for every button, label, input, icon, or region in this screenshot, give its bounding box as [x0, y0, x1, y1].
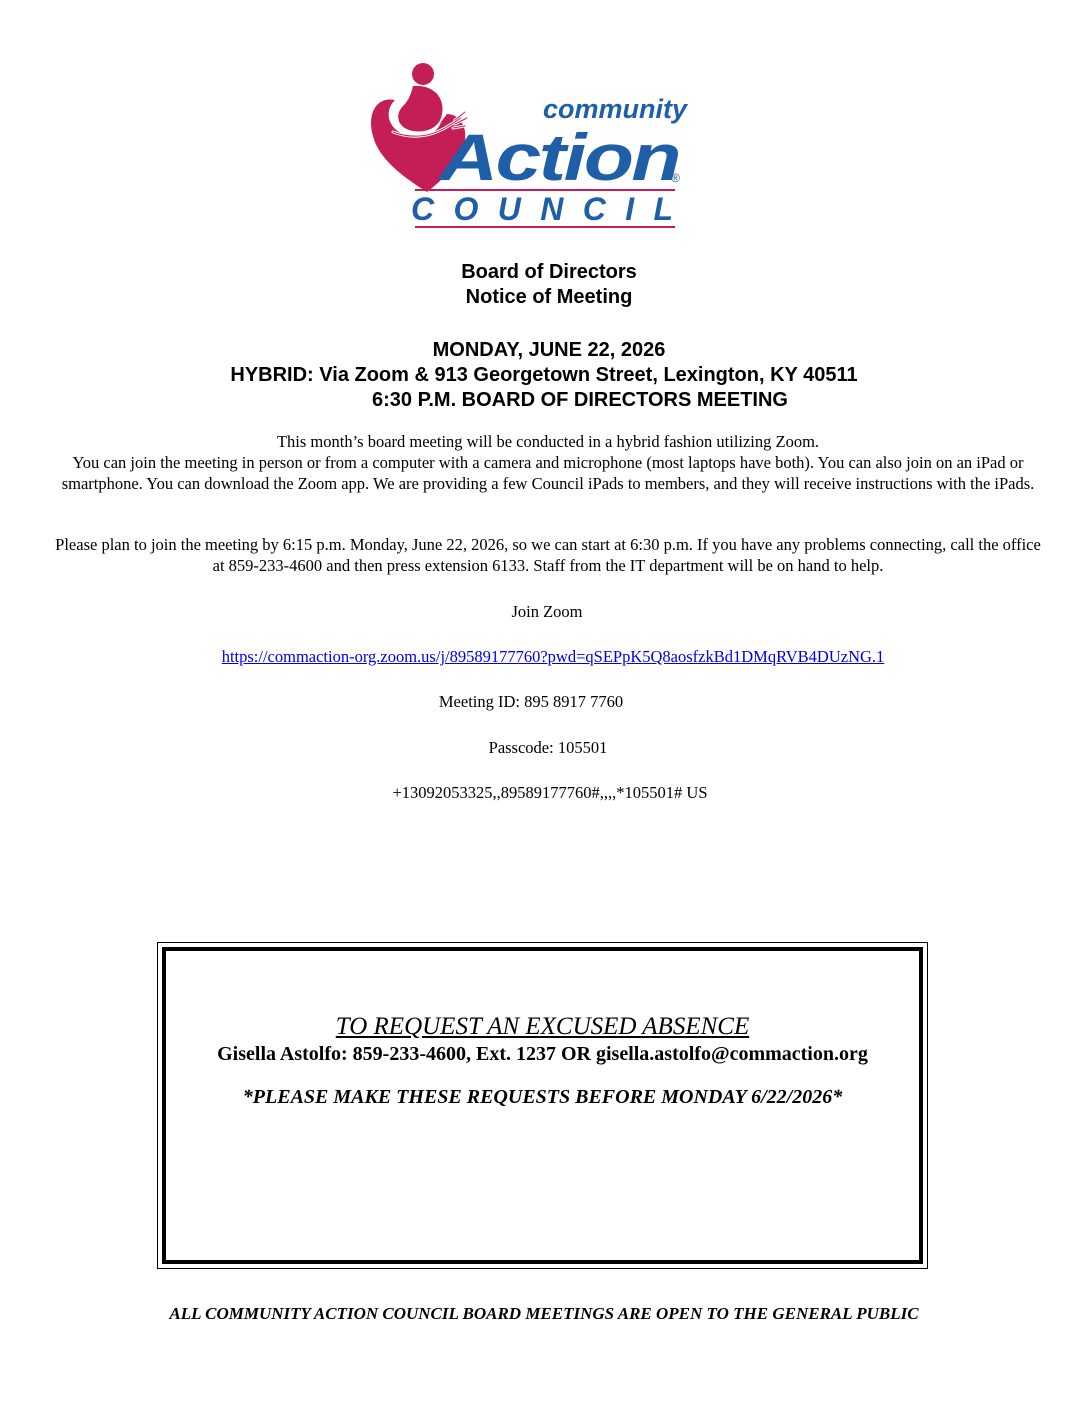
meeting-passcode: Passcode: 105501 [488, 738, 608, 757]
meeting-location: HYBRID: Via Zoom & 913 Georgetown Street, Lexington, KY 40511 [230, 364, 858, 386]
hybrid-info-paragraph [52, 432, 1044, 494]
meeting-date: MONDAY, JUNE 22, 2026 [432, 339, 666, 361]
zoom-link-line [9, 646, 1088, 667]
join-instructions-paragraph: Please plan to join the meeting by 6:15 p.m. Monday, June 22, 2026, so we can start at 6:30 p.m. If you have any problems connecting, call the office at 859-233-4600 and then press extension 6133. Staff from the IT department will be on hand to help. [55, 535, 1041, 575]
zoom-meeting-link[interactable]: https://commaction-org.zoom.us/j/89589177760?pwd=qSEPpK5Q8aosfzkBd1DMqRVB4DUzNG.1 [221, 647, 885, 666]
dial-in-number: +13092053325,,89589177760#,,,,*105501# US [392, 783, 708, 802]
public-meeting-footer: ALL COMMUNITY ACTION COUNCIL BOARD MEETINGS ARE OPEN TO THE GENERAL PUBLIC [169, 1304, 919, 1323]
excused-absence-contact: Gisella Astolfo: 859-233-4600, Ext. 1237 OR gisella.astolfo@commaction.org [217, 1043, 868, 1065]
logo-action-text: Action [436, 120, 679, 194]
excused-absence-box-inner [162, 947, 923, 1264]
logo-registered-mark: ® [671, 171, 680, 185]
hybrid-info-line2: You can join the meeting in person or from a computer with a camera and microphone (most laptops have both). You can also join on an iPad or smartphone. You can download the Zoom app. We are providing a few Council iPads to members, and they will receive instructions with the iPads. [61, 452, 1035, 493]
logo-community-text: community [543, 94, 688, 124]
logo-council-text: COUNCIL [411, 191, 673, 227]
hybrid-info-line1: This month’s board meeting will be conducted in a hybrid fashion utilizing Zoom. [276, 432, 820, 451]
notice-heading: Notice of Meeting [465, 286, 633, 308]
excused-absence-box [157, 942, 928, 1269]
excused-absence-title: TO REQUEST AN EXCUSED ABSENCE [335, 1013, 750, 1040]
join-zoom-label: Join Zoom [511, 602, 583, 621]
meeting-time: 6:30 P.M. BOARD OF DIRECTORS MEETING [372, 389, 788, 411]
community-action-council-logo [365, 60, 695, 235]
board-heading: Board of Directors [461, 261, 637, 283]
meeting-id: Meeting ID: 895 8917 7760 [438, 692, 624, 711]
excused-absence-deadline-note: *PLEASE MAKE THESE REQUESTS BEFORE MONDAY 6/22/2026* [242, 1086, 843, 1108]
